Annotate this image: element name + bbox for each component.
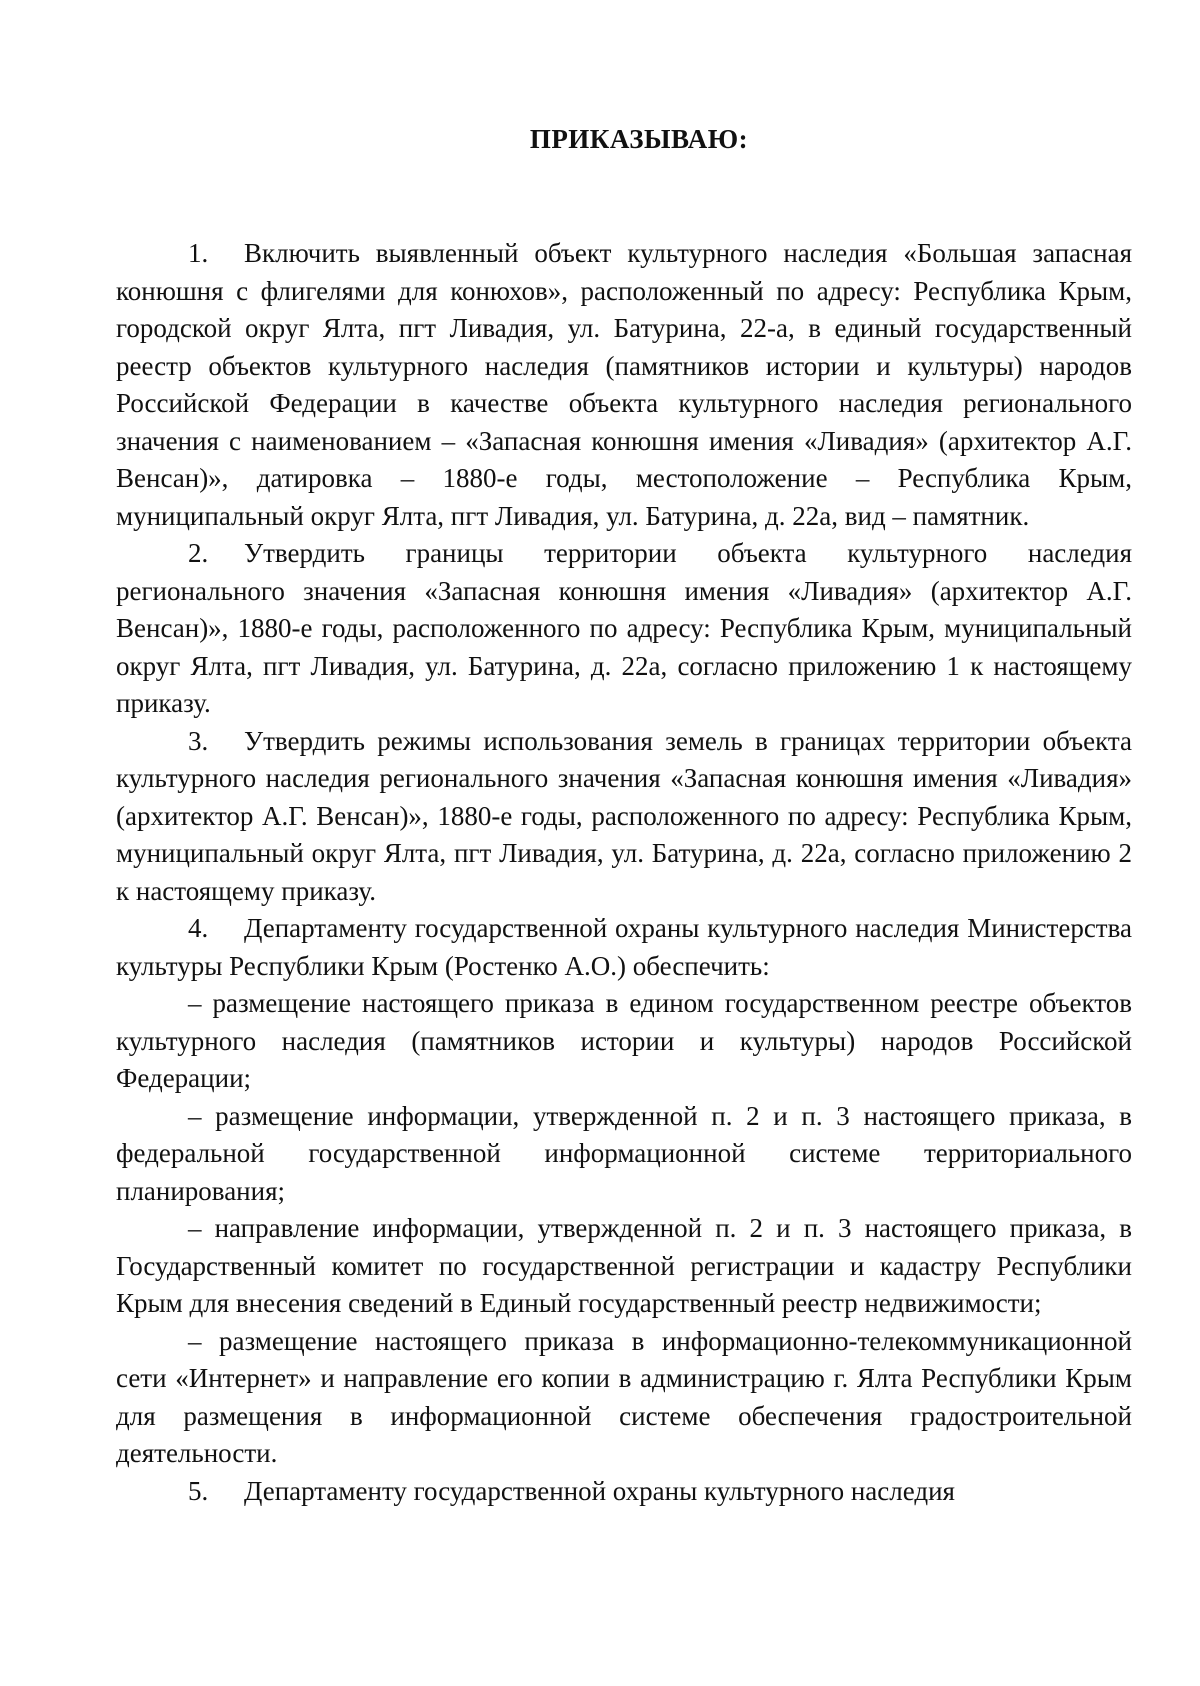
list-item: – размещение информации, утвержденной п. 2 и п. 3 настоящего приказа, в федеральной государственной информационной системе территориального планирования; <box>116 1100 1132 1206</box>
paragraph-text: Департаменту государственной охраны культурного наследия Министерства культуры Республики Крым (Ростенко А.О.) обеспечить: <box>116 913 1132 981</box>
paragraph-4 <box>116 910 1132 985</box>
paragraph-number: 3. <box>188 725 209 756</box>
paragraph-3 <box>116 723 1132 911</box>
list-item: – направление информации, утвержденной п. 2 и п. 3 настоящего приказа, в Государственный комитет по государственной регистрации и кадастру Республики Крым для внесения сведений в Единый государственный реестр недвижимости; <box>116 1213 1132 1318</box>
paragraph-text: Включить выявленный объект культурного наследия «Большая запасная конюшня с флигелями для конюхов», расположенный по адресу: Республика Крым, городской округ Ялта, пгт Ливадия, ул. Батурина, 22-а, в единый государственный реестр объектов культурного наследия (памятников истории и культуры) народов Российской Федерации в качестве объекта культурного наследия регионального значения с наименованием – «Запасная конюшня имения «Ливадия» (архитектор А.Г. Венсан)», датировка – 1880-е годы, местоположение – Республика Крым, муниципальный округ Ялта, пгт Ливадия, ул. Батурина, д. 22а, вид – памятник. <box>116 238 1132 531</box>
paragraph-number: 5. <box>188 1475 209 1506</box>
page-title: ПРИКАЗЫВАЮ: <box>529 124 749 154</box>
paragraph-2 <box>116 535 1132 723</box>
paragraph-text: Департаменту государственной охраны культурного наследия <box>244 1475 955 1506</box>
paragraph-text: Утвердить режимы использования земель в границах территории объекта культурного наследия регионального значения «Запасная конюшня имения «Ливадия» (архитектор А.Г. Венсан)», 1880-е годы, расположенного по адресу: Республика Крым, муниципальный округ Ялта, пгт Ливадия, ул. Батурина, д. 22а, согласно приложению 2 к настоящему приказу. <box>116 725 1132 906</box>
list-item: – размещение настоящего приказа в информационно-телекоммуникационной сети «Интернет» и направление его копии в администрацию г. Ялта Республики Крым для размещения в информационной системе обеспечения градостроительной деятельности. <box>116 1325 1132 1468</box>
document-page <box>116 124 1132 1510</box>
paragraph-number: 4. <box>188 913 209 943</box>
paragraph-5 <box>116 1473 1132 1511</box>
paragraph-1 <box>116 235 1132 535</box>
paragraph-number: 1. <box>188 238 209 268</box>
paragraph-number: 2. <box>188 538 209 568</box>
paragraph-text: Утвердить границы территории объекта культурного наследия регионального значения «Запасная конюшня имения «Ливадия» (архитектор А.Г. Венсан)», 1880-е годы, расположенного по адресу: Республика Крым, муниципальный округ Ялта, пгт Ливадия, ул. Батурина, д. 22а, согласно приложению 1 к настоящему приказу. <box>116 538 1132 718</box>
list-item: – размещение настоящего приказа в едином государственном реестре объектов культурного наследия (памятников истории и культуры) народов Российской Федерации; <box>116 988 1132 1093</box>
